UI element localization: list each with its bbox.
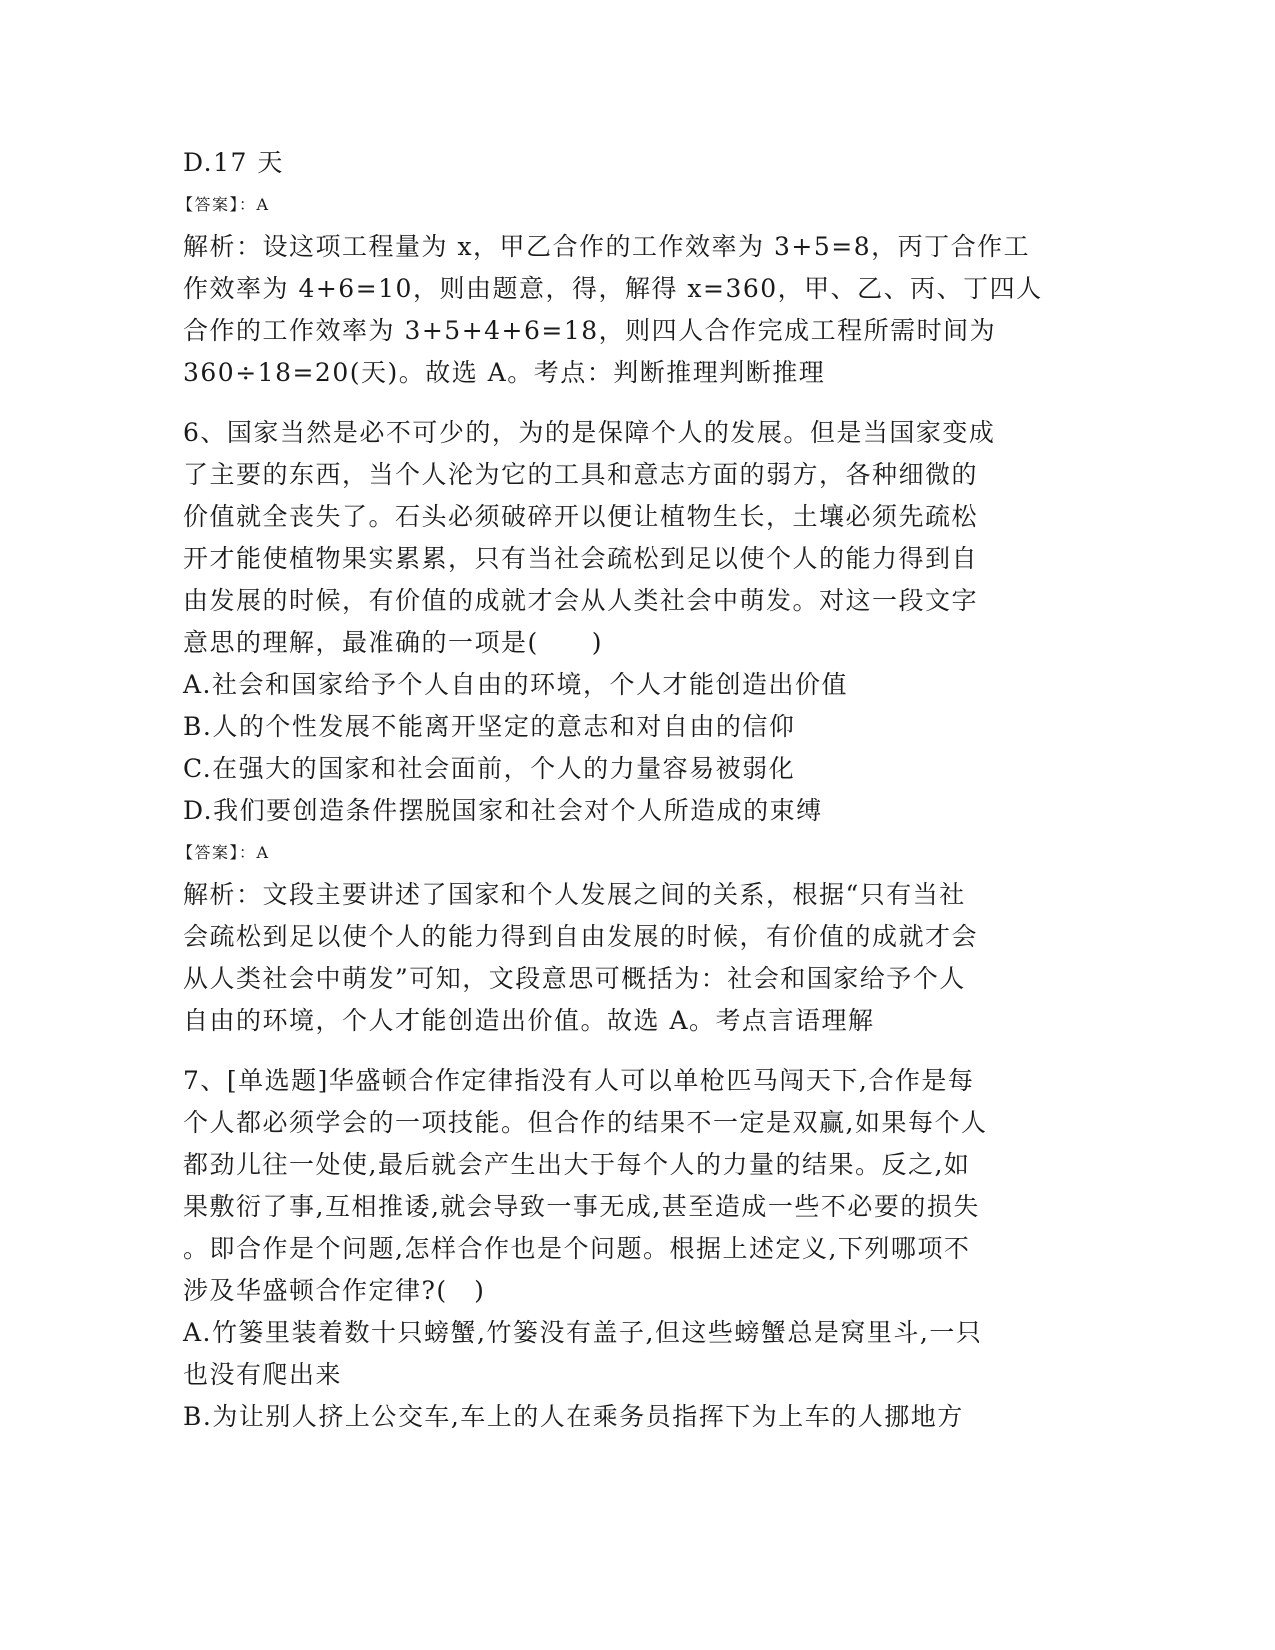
q5-analysis-line: 360÷18=20(天)。故选 A。考点：判断推理判断推理	[183, 358, 826, 387]
q5-analysis-line: 作效率为 4+6=10，则由题意，得，解得 x=360，甲、乙、丙、丁四人	[183, 274, 1043, 303]
q6-stem-line: 6、国家当然是必不可少的，为的是保障个人的发展。但是当国家变成	[183, 418, 996, 447]
q6-stem-line: 了主要的东西，当个人沦为它的工具和意志方面的弱方，各种细微的	[183, 460, 979, 489]
q7-option-a-cont: 也没有爬出来	[183, 1360, 343, 1389]
q7-stem-line: 。即合作是个问题,怎样合作也是个问题。根据上述定义,下列哪项不	[183, 1234, 971, 1263]
q6-analysis-line: 会疏松到足以使个人的能力得到自由发展的时候，有价值的成就才会	[183, 922, 979, 951]
q6-stem-line: 开才能使植物果实累累，只有当社会疏松到足以使个人的能力得到自	[183, 544, 979, 573]
q6-stem-line: 价值就全丧失了。石头必须破碎开以便让植物生长，土壤必须先疏松	[183, 502, 979, 531]
q6-option-a: A.社会和国家给予个人自由的环境，个人才能创造出价值	[183, 670, 849, 699]
q5-analysis-line: 合作的工作效率为 3+5+4+6=18，则四人合作完成工程所需时间为	[183, 316, 997, 345]
q7-stem-line: 7、[单选题]华盛顿合作定律指没有人可以单枪匹马闯天下,合作是每	[183, 1066, 975, 1095]
q6-answer: 【答案】：A	[177, 843, 270, 862]
q7-stem-line: 个人都必须学会的一项技能。但合作的结果不一定是双赢,如果每个人	[183, 1108, 988, 1137]
q6-analysis-line: 自由的环境，个人才能创造出价值。故选 A。考点言语理解	[183, 1006, 875, 1035]
q6-option-d: D.我们要创造条件摆脱国家和社会对个人所造成的束缚	[183, 796, 823, 825]
document-page	[177, 142, 1063, 1438]
q6-analysis-line: 从人类社会中萌发”可知，文段意思可概括为：社会和国家给予个人	[183, 964, 966, 993]
q5-answer: 【答案】：A	[177, 195, 270, 214]
q7-stem-line: 果敷衍了事,互相推诿,就会导致一事无成,甚至造成一些不必要的损失	[183, 1192, 980, 1221]
q7-option-a: A.竹篓里装着数十只螃蟹,竹篓没有盖子,但这些螃蟹总是窝里斗,一只	[183, 1318, 983, 1347]
q7-stem-line: 涉及华盛顿合作定律?( )	[183, 1276, 486, 1305]
q7-option-b: B.为让别人挤上公交车,车上的人在乘务员指挥下为上车的人挪地方	[183, 1402, 964, 1431]
q5-option-d: D.17 天	[183, 148, 284, 177]
q5-analysis-line: 解析：设这项工程量为 x，甲乙合作的工作效率为 3+5=8，丙丁合作工	[183, 232, 1031, 261]
q7-stem-line: 都劲儿往一处使,最后就会产生出大于每个人的力量的结果。反之,如	[183, 1150, 971, 1179]
q6-option-b: B.人的个性发展不能离开坚定的意志和对自由的信仰	[183, 712, 796, 741]
q6-option-c: C.在强大的国家和社会面前，个人的力量容易被弱化	[183, 754, 796, 783]
q6-stem-line: 意思的理解，最准确的一项是( )	[183, 628, 604, 657]
q6-stem-line: 由发展的时候，有价值的成就才会从人类社会中萌发。对这一段文字	[183, 586, 979, 615]
q6-analysis-line: 解析：文段主要讲述了国家和个人发展之间的关系，根据“只有当社	[183, 880, 966, 909]
